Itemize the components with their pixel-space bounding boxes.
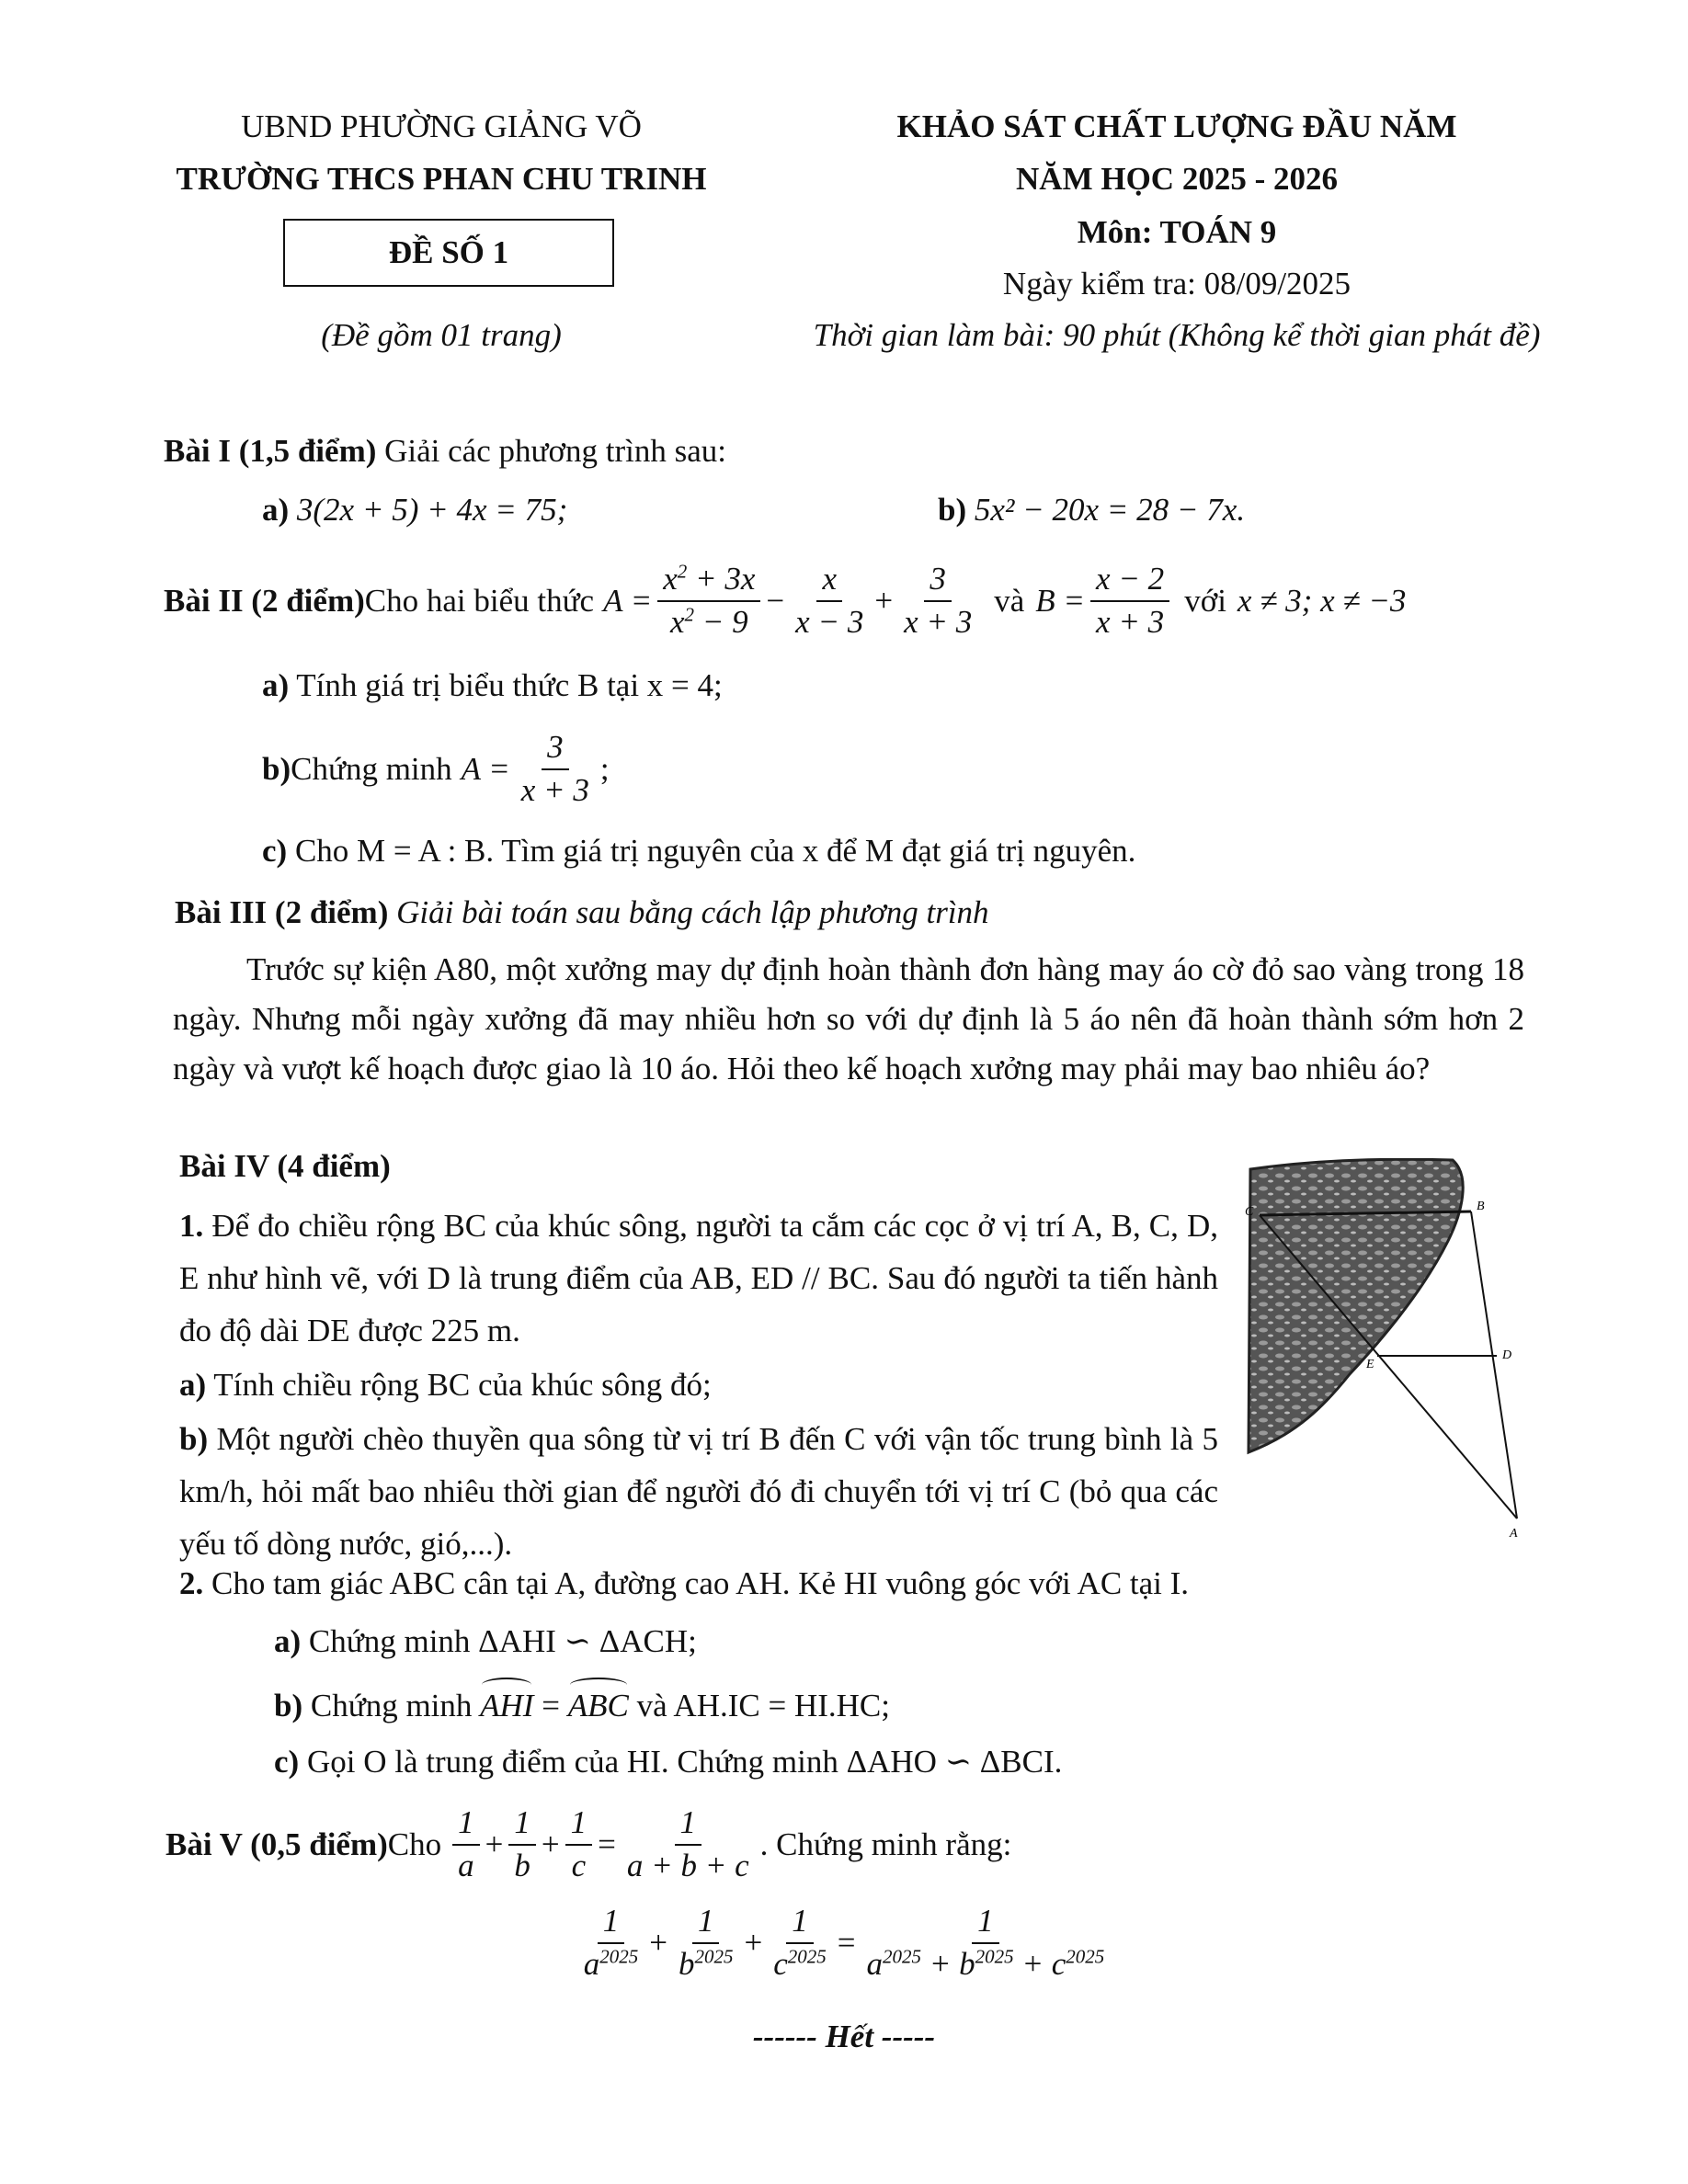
exam-date: Ngày kiểm tra: 08/09/2025 [1002, 266, 1352, 301]
bai2-b-label: b) [262, 750, 291, 787]
bai1-b [938, 491, 1245, 529]
bai4-p2-text: Cho tam giác ABC cân tại A, đường cao AH. Kẻ HI vuông góc với AC tại I. [203, 1565, 1190, 1601]
frac-a2: $\frac{x}{x - 3}$ [795, 561, 864, 640]
condition: x ≠ 3; x ≠ −3 [1237, 582, 1407, 619]
expr-A: A = [603, 582, 653, 619]
river-figure [1241, 1158, 1545, 1544]
bai4-p1-text: Để đo chiều rộng BC của khúc sông, người ta cắm các cọc ở vị trí A, B, C, D, E như hình vẽ, với D là trung điểm của AB, ED // BC. Sau đó người ta tiến hành đo độ dài DE được 225 m. [179, 1208, 1218, 1348]
label-e: E [1366, 1358, 1374, 1371]
expr-B: B = [1035, 582, 1086, 619]
bai4-p2a-label: a) [274, 1623, 302, 1659]
bai5-heading: Bài V (0,5 điểm) Cho $\frac{1}{a}$ + $\frac{1}{b}$ + $\frac{1}{c}$ = $\frac{1}{a + b + c}$ . Chứng minh rằng: [165, 1804, 1012, 1883]
exam-code-box [283, 219, 614, 287]
bai4-p2b-label: b) [274, 1688, 303, 1723]
bai4-p1a-label: a) [179, 1367, 207, 1403]
bai2-a [262, 666, 723, 705]
bai4-p2c-label: c) [274, 1744, 300, 1780]
bai2-b: b) Chứng minh A = $\frac{3}{x + 3}$ ; [262, 729, 610, 808]
bai2-prompt: Cho hai biểu thức [364, 582, 595, 619]
bai4-p2b-tail: và AH.IC = HI.HC; [636, 1688, 890, 1723]
bai5-tail: . Chứng minh rằng: [759, 1826, 1012, 1862]
bai3-title: Bài III (2 điểm) [175, 894, 389, 930]
bai4-p2b-text: Chứng minh [302, 1688, 473, 1723]
pages-note: (Đề gồm 01 trang) [321, 317, 562, 353]
bai4-p2b: b) Chứng minh AHI = ABC và AH.IC = HI.HC; [274, 1688, 890, 1723]
and-word: và [994, 582, 1025, 619]
bai4-p2c-text: Gọi O là trung điểm của HI. Chứng minh ΔAHO ∽ ΔBCI. [299, 1744, 1063, 1780]
subject: Môn: TOÁN 9 [1077, 214, 1277, 250]
bai2-a-label: a) [262, 667, 290, 703]
bai1-a-expr: 3(2x + 5) + 4x = 75; [296, 492, 568, 528]
frac-b: $\frac{x - 2}{x + 3}$ [1090, 563, 1169, 640]
end-marker: ------ Hết ----- [752, 2019, 936, 2054]
frac-a1: $\frac{x^2 + 3x}{x^2 - 9}$ [657, 563, 760, 640]
label-d: D [1502, 1348, 1512, 1362]
bai1-prompt: Giải các phương trình sau: [376, 433, 726, 469]
bai3-heading [175, 893, 1554, 932]
label-b: B [1477, 1200, 1485, 1213]
bai2-c-label: c) [262, 833, 288, 869]
bai4-p1b-text: Một người chèo thuyền qua sông từ vị trí B đến C với vận tốc trung bình là 5 km/h, hỏi mất bao nhiêu thời gian để người đó đi chuyển tới vị trí C (bỏ qua các yếu tố dòng nước, gió,...). [179, 1421, 1218, 1562]
bai4-title: Bài IV (4 điểm) [179, 1148, 391, 1184]
label-c: C [1245, 1205, 1254, 1219]
bai4-p2a-text: Chứng minh ΔAHI ∽ ΔACH; [301, 1623, 697, 1659]
bai1-title: Bài I (1,5 điểm) [164, 433, 377, 469]
school-year: NĂM HỌC 2025 - 2026 [1016, 161, 1338, 197]
bai4-p2c [274, 1743, 1062, 1781]
bai3-text: Trước sự kiện A80, một xưởng may dự định hoàn thành đơn hàng may áo cờ đỏ sao vàng trong 18 ngày. Nhưng mỗi ngày xưởng đã may nhiều hơn so với dự định là 5 áo nên đã hoàn thành sớm hơn 2 ngày và vượt kế hoạch được giao là 10 áo. Hỏi theo kế hoạch xưởng may phải may bao nhiêu áo? [173, 951, 1524, 1086]
bai5-title: Bài V (0,5 điểm) [165, 1826, 388, 1862]
angle-ahi: AHI [480, 1688, 534, 1723]
frac-proof: $\frac{3}{x + 3}$ [520, 729, 589, 808]
bai5-prompt: Cho [387, 1826, 442, 1862]
bai4-p1b [179, 1413, 1218, 1570]
bai4-p1-label: 1. [179, 1208, 204, 1244]
bai2-heading: Bài II (2 điểm) Cho hai biểu thức A = $\frac{x^2 + 3x}{x^2 - 9}$ − $\frac{x}{x - 3}$ + $\frac{3}{x + 3}$ và B = $\frac{x - 2}{x + 3}$ với x ≠ 3; x ≠ −3 [164, 560, 1407, 640]
bai4-p1a-text: Tính chiều rộng BC của khúc sông đó; [206, 1367, 712, 1403]
authority-name: UBND PHƯỜNG GIẢNG VÕ [241, 108, 642, 144]
bai2-c-text: Cho M = A : B. Tìm giá trị nguyên của x để M đạt giá trị nguyên. [287, 833, 1136, 869]
river-shape [1249, 1159, 1463, 1452]
bai2-a-text: Tính giá trị biểu thức B tại x = 4; [289, 667, 723, 703]
bai4-p2 [179, 1564, 1558, 1603]
exam-title: KHẢO SÁT CHẤT LƯỢNG ĐẦU NĂM [896, 108, 1457, 144]
bai2-title: Bài II (2 điểm) [164, 582, 365, 619]
bai5-claim: $\frac{1}{a^{2025}}$ + $\frac{1}{b^{2025}}$ + $\frac{1}{c^{2025}}$ = $\frac{1}{a^{2025} + b^{2025} + c^{2025}}$ [583, 1903, 1105, 1982]
bai4-p2a [274, 1622, 697, 1661]
bai1-b-expr: 5x² − 20x = 28 − 7x. [974, 492, 1246, 528]
angle-abc: ABC [567, 1688, 629, 1723]
bai2-b-text: Chứng minh [291, 750, 452, 787]
bai3-prompt: Giải bài toán sau bằng cách lập phương trình [388, 894, 989, 930]
bai1-a-label: a) [262, 492, 290, 528]
bai4-p1b-label: b) [179, 1421, 209, 1457]
bai1-a [262, 491, 567, 529]
bai1-heading [164, 432, 1543, 471]
condition-word: với [1184, 582, 1226, 619]
label-a: A [1510, 1527, 1518, 1541]
exam-code: ĐỀ SỐ 1 [388, 234, 509, 270]
exam-duration: Thời gian làm bài: 90 phút (Không kể thời gian phát đề) [813, 317, 1541, 353]
bai1-b-label: b) [938, 492, 967, 528]
frac-a3: $\frac{3}{x + 3}$ [904, 561, 973, 640]
bai4-p2-label: 2. [179, 1565, 204, 1601]
bai4-p1 [179, 1200, 1218, 1357]
bai4-p1a [179, 1359, 1218, 1411]
bai2-c [262, 832, 1135, 870]
school-name: TRƯỜNG THCS PHAN CHU TRINH [176, 161, 707, 197]
